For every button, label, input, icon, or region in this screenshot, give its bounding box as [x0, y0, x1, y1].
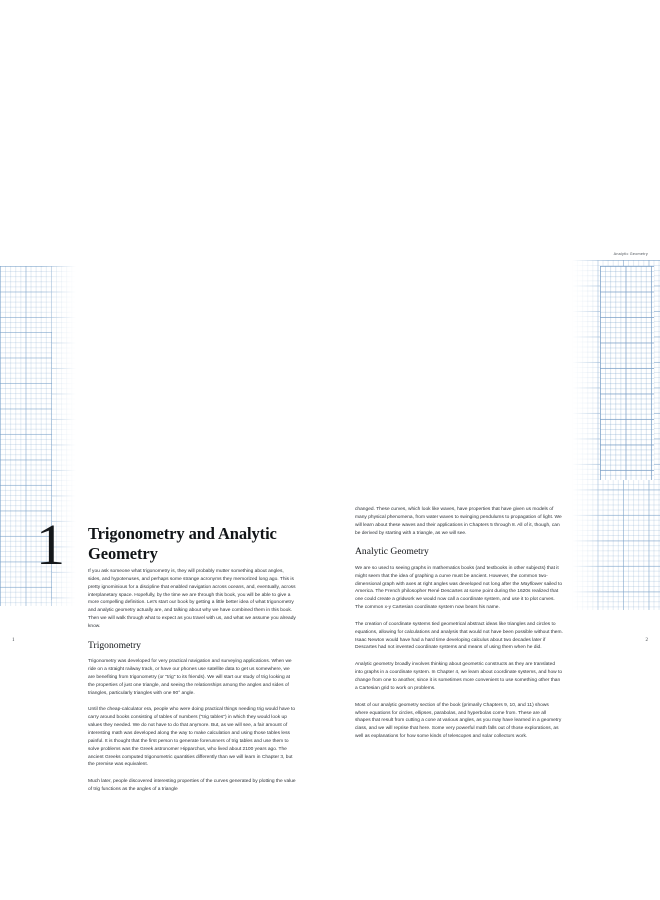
right-page-text-column — [355, 506, 563, 750]
intro-paragraph: If you ask someone what trigonometry is, they will probably mutter something about angles, sides, and hypotenuses, and perhaps some strange acronyms they memorized long ago. This is pretty ignominious for a discipline that enabled navigation across oceans, and, eventually, across interplanetary space. Hopefully, by the time we are through this book, you will be able to give a more compelling definition. Let's start our book by getting a little better idea of what trigonometry and analytic geometry actually are, and talking about why we have combined them in this book. Then we will walk through what to expect as you travel with us, and what we assume you already know. — [88, 569, 296, 629]
chapter-number: 1 — [36, 512, 65, 577]
paragraph: We are so used to seeing graphs in mathematics books (and textbooks in other subjects) that it might seem that the idea of graphing a curve must be ancient. However, the common two-dimensional graph with axes at right angles was developed not long after the Mayflower sailed to America. The French philosopher René Descartes at some point during the 1620s realized that one could create a gridwork we would now call a coordinate system, and use it to plot curves. The common x-y Cartesian coordinate system now bears his name. — [355, 565, 563, 611]
page-number-left: 1 — [12, 638, 15, 643]
paragraph: Until the cheap-calculator era, people who were doing practical things needing trig would have to carry around books consisting of tables of numbers ("trig tables") in which they would look up values they needed. We do not have to do that anymore. But, as we will see, a fair amount of interesting math was developed along the way to make calculation and using those tables less painful. It is thought that the first person to generate forerunners of trig tables and use them to solve problems was the Greek astronomer Hipparchus, who lived about 2100 years ago. The ancient Greeks computed trigonometric quantities differently than we will learn in Chapter 3, but the premise was equivalent. — [88, 707, 296, 768]
left-page-text-column — [88, 568, 296, 803]
page-number-right: 2 — [645, 638, 648, 643]
page-title: Trigonometry and Analytic Geometry — [88, 524, 277, 564]
section-heading-trigonometry: Trigonometry — [88, 639, 141, 651]
paragraph: Much later, people discovered interesting properties of the curves generated by plotting the value of trig functions as the angles of a triangle — [88, 779, 296, 793]
paragraph: Trigonometry was developed for very practical navigation and surveying applications. When we ride on a straight railway track, or have our phones use satellite data to get us somewhere, we are benefiting from trigonometry (or "trig" to its friends). We will start our study of trig looking at the properties of just one triangle, and seeing the relationships among the angles and sides of triangles, particularly triangles with one 90° angle. — [88, 659, 292, 696]
section-heading-analytic-geometry: Analytic Geometry — [355, 546, 429, 558]
paragraph: Most of our analytic geometry section of the book (primarily Chapters 9, 10, and 11) shows where equations for circles, ellipses, parabolas, and hyperbolas come from. These are all shapes that result from cutting a cone at various angles, as you may have learned in a geometry class, and we will reprise that here. Some very powerful math falls out of those explorations, as well as explanations for how some kinds of telescopes and solar collectors work. — [355, 702, 562, 740]
running-head: Analytic Geometry — [613, 252, 648, 256]
book-spread — [0, 248, 660, 793]
paragraph: Analytic geometry broadly involves thinking about geometric constructs as they are translated into graphs in a coordinate system. In Chapter 4, we learn about coordinate systems, and how to change from one to another, since it is sometimes more convenient to use something other than a Cartesian grid to work on problems. — [355, 662, 563, 691]
graph-paper-grid-right-block — [600, 266, 654, 480]
paragraph: The creation of coordinate systems tied geometrical abstract ideas like triangles and circles to equations, allowing for calculations and analysis that would not have been possible without them. Isaac Newton would have had a hard time developing calculus about two decades later if Descartes had not invented coordinate systems and means of using them when he did. — [355, 621, 563, 651]
continued-paragraph: changed. These curves, which look like waves, have properties that have given us models of many physical phenomena, from water waves to swinging pendulums to propagation of light. We will learn about these waves and their applications in Chapters 5 through 8. All of it, though, can be derived by starting with a triangle, as we will see. — [355, 507, 562, 536]
